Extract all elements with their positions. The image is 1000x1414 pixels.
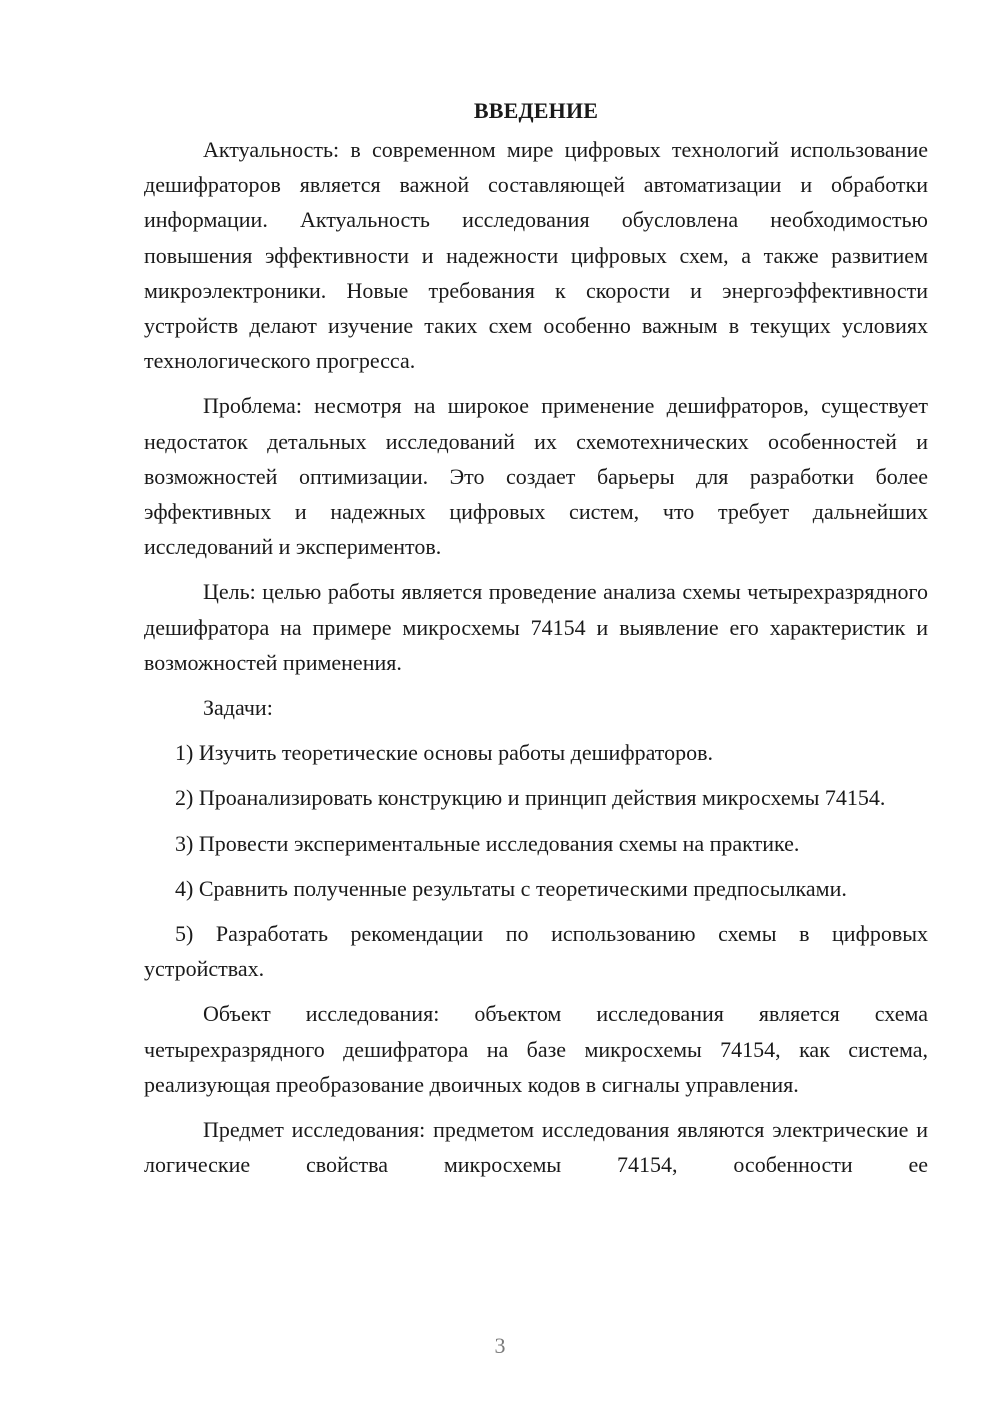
paragraph-problem: Проблема: несмотря на широкое применение дешифраторов, существует недостаток детальных исследований их схемотехнических особенностей и возможностей оптимизации. Это создает барьеры для разработки более эффективных и надежных цифровых систем, что требует дальнейших исследований и экспериментов.	[144, 393, 928, 560]
task-item-5: 5) Разработать рекомендации по использованию схемы в цифровых устройствах.	[144, 921, 928, 982]
paragraph-goal: Цель: целью работы является проведение анализа схемы четырехразрядного дешифратора на примере микросхемы 74154 и выявление его характеристик и возможностей применения.	[144, 579, 928, 675]
paragraph-subject: Предмет исследования: предметом исследования являются электрические и логические свойства микросхемы 74154, особенности ее	[144, 1117, 928, 1178]
paragraph-relevance: Актуальность: в современном мире цифровых технологий использование дешифраторов является важной составляющей автоматизации и обработки информации. Актуальность исследования обусловлена необходимостью повышения эффективности и надежности цифровых схем, а также развитием микроэлектроники. Новые требования к скорости и энергоэффективности устройств делают изучение таких схем особенно важным в текущих условиях технологического прогресса.	[144, 137, 928, 374]
task-item-3: 3) Провести экспериментальные исследования схемы на практике.	[175, 830, 800, 856]
task-item-1: 1) Изучить теоретические основы работы дешифраторов.	[175, 740, 713, 766]
task-item-4: 4) Сравнить полученные результаты с теоретическими предпосылками.	[175, 875, 847, 901]
page-number: 3	[494, 1333, 506, 1358]
paragraph-object: Объект исследования: объектом исследования является схема четырехразрядного дешифратора на базе микросхемы 74154, как система, реализующая преобразование двоичных кодов в сигналы управления.	[144, 1001, 928, 1097]
document-page	[144, 96, 928, 1182]
task-item-2: 2) Проанализировать конструкцию и принцип действия микросхемы 74154.	[175, 785, 886, 811]
section-heading: ВВЕДЕНИЕ	[473, 98, 599, 123]
paragraph-tasks-label: Задачи:	[203, 695, 273, 721]
